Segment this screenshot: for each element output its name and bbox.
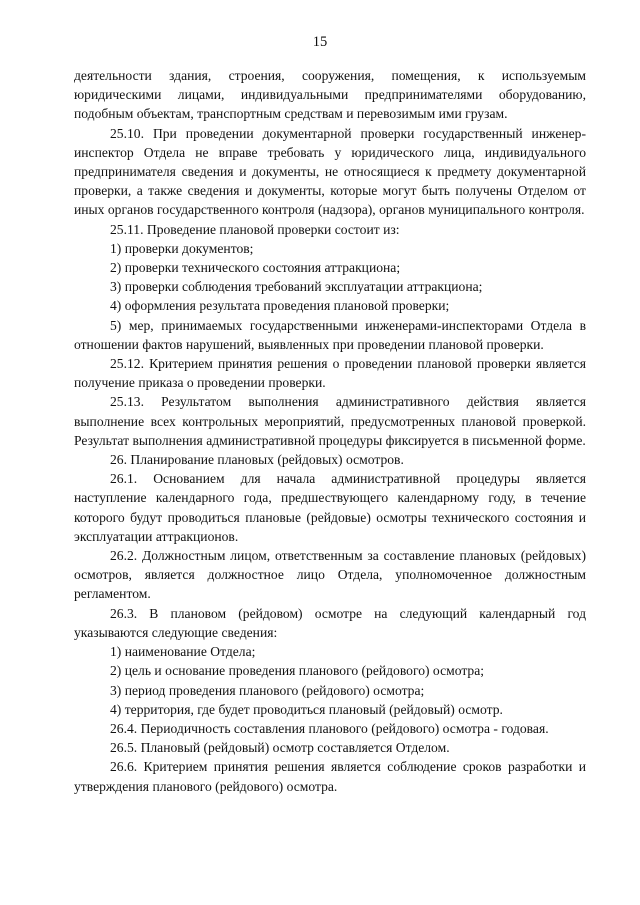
paragraph: 3) период проведения планового (рейдового) осмотра;	[110, 682, 425, 698]
paragraph: 1) проверки документов;	[110, 240, 254, 256]
paragraph: 26.4. Периодичность составления планового (рейдового) осмотра - годовая.	[110, 720, 549, 736]
paragraph: 4) оформления результата проведения плановой проверки;	[110, 298, 450, 314]
page-number: 15	[312, 34, 328, 50]
paragraph: 2) проверки технического состояния аттракциона;	[110, 260, 401, 276]
paragraph: 26. Планирование плановых (рейдовых) осмотров.	[110, 452, 404, 468]
paragraph: 25.13. Результатом выполнения административного действия является выполнение всех контрольных мероприятий, предусмотренных плановой проверкой. Результат выполнения административной процедуры фиксируется в письменной форме.	[74, 394, 586, 448]
paragraph: 26.5. Плановый (рейдовый) осмотр составляется Отделом.	[110, 740, 450, 756]
paragraph: 3) проверки соблюдения требований эксплуатации аттракциона;	[110, 279, 483, 295]
paragraph: 26.1. Основанием для начала административной процедуры является наступление календарного года, предшествующего календарному году, в течение которого будут проводиться плановые (рейдовые) осмотры технического состояния и эксплуатации аттракционов.	[74, 471, 586, 544]
paragraph: 25.10. При проведении документарной проверки государственный инженер-инспектор Отдела не вправе требовать у юридического лица, индивидуального предпринимателя сведения и документы, не относящиеся к предмету документарной проверки, а также сведения и документы, которые могут быть получены Отделом от иных органов государственного контроля (надзора), органов муниципального контроля.	[74, 125, 586, 218]
paragraph: 26.3. В плановом (рейдовом) осмотре на следующий календарный год указываются следующие сведения:	[74, 605, 586, 640]
paragraph: 1) наименование Отдела;	[110, 644, 256, 660]
paragraph: 26.6. Критерием принятия решения является соблюдение сроков разработки и утверждения планового (рейдового) осмотра.	[74, 759, 586, 794]
paragraph: 25.12. Критерием принятия решения о проведении плановой проверки является получение приказа о проведении проверки.	[74, 356, 586, 391]
paragraph: 2) цель и основание проведения планового (рейдового) осмотра;	[110, 663, 485, 679]
document-body	[74, 66, 586, 796]
paragraph: 5) мер, принимаемых государственными инженерами-инспекторами Отдела в отношении фактов нарушений, выявленных при проведении плановой проверки.	[74, 317, 586, 352]
paragraph: деятельности здания, строения, сооружения, помещения, к используемым юридическими лицами, индивидуальными предпринимателями оборудованию, подобным объектам, транспортным средствам и перевозимым ими грузам.	[74, 68, 586, 122]
paragraph: 25.11. Проведение плановой проверки состоит из:	[110, 221, 400, 237]
paragraph: 26.2. Должностным лицом, ответственным за составление плановых (рейдовых) осмотров, является должностное лицо Отдела, уполномоченное должностным регламентом.	[74, 548, 586, 602]
paragraph: 4) территория, где будет проводиться плановый (рейдовый) осмотр.	[110, 701, 503, 717]
